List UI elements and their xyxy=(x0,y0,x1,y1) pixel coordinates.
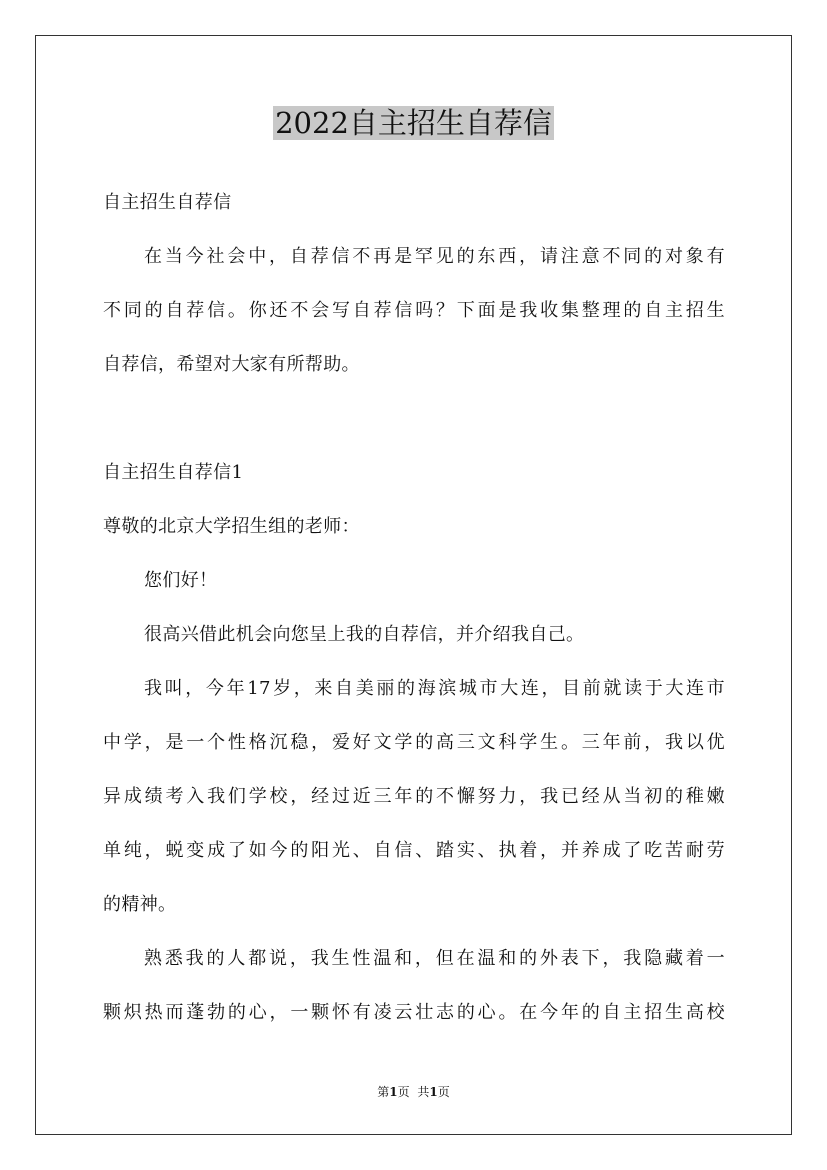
section-heading: 自主招生自荐信 xyxy=(103,192,232,213)
paragraph-line: 自荐信，希望对大家有所帮助。 xyxy=(103,354,360,375)
greeting: 您们好！ xyxy=(144,570,218,591)
salutation: 尊敬的北京大学招生组的老师： xyxy=(103,516,360,537)
paragraph-line: 颗炽热而蓬勃的心，一颗怀有凌云壮志的心。在今年的自主招生高校 xyxy=(103,1002,725,1023)
paragraph-line: 中学，是一个性格沉稳，爱好文学的高三文科学生。三年前，我以优 xyxy=(103,732,725,753)
paragraph-line: 异成绩考入我们学校，经过近三年的不懈努力，我已经从当初的稚嫩 xyxy=(103,786,725,807)
page-number: 1 xyxy=(389,1085,398,1099)
blank-line xyxy=(103,392,725,446)
section-heading: 自主招生自荐信1 xyxy=(103,462,244,483)
paragraph-line: 的精神。 xyxy=(103,894,177,915)
paragraph-line: 在当今社会中，自荐信不再是罕见的东西，请注意不同的对象有 xyxy=(144,246,725,267)
total-prefix: 共 xyxy=(417,1085,430,1099)
page-suffix: 页 xyxy=(397,1085,410,1099)
paragraph-line: 很高兴借此机会向您呈上我的自荐信，并介绍我自己。 xyxy=(144,624,585,645)
paragraph-line: 熟悉我的人都说，我生性温和，但在温和的外表下，我隐藏着一 xyxy=(144,948,725,969)
document-body xyxy=(103,176,725,1040)
paragraph-line: 我叫，今年17岁，来自美丽的海滨城市大连，目前就读于大连市 xyxy=(144,678,725,699)
document-title xyxy=(0,103,827,143)
total-suffix: 页 xyxy=(437,1085,450,1099)
paragraph-line: 单纯，蜕变成了如今的阳光、自信、踏实、执着，并养成了吃苦耐劳 xyxy=(103,840,725,861)
page-prefix: 第 xyxy=(377,1085,390,1099)
page-footer xyxy=(0,1083,827,1101)
total-pages: 1 xyxy=(429,1085,438,1099)
document-title-text: 2022自主招生自荐信 xyxy=(275,106,552,140)
paragraph-line: 不同的自荐信。你还不会写自荐信吗？下面是我收集整理的自主招生 xyxy=(103,300,725,321)
